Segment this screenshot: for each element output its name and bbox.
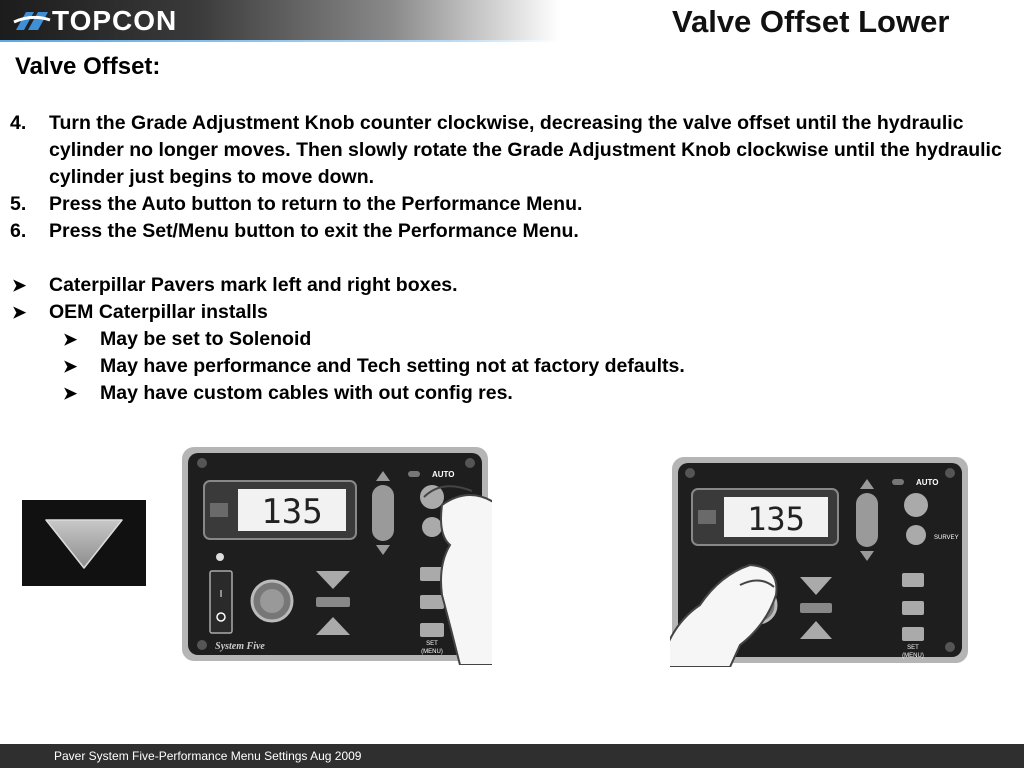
bullet-arrow-icon: ➤ (12, 276, 27, 295)
sub-bullet-text: May have performance and Tech setting not at factory defaults. (100, 355, 685, 377)
svg-text:AUTO: AUTO (916, 478, 939, 487)
display-readout: 135 (261, 492, 323, 532)
control-box-image-right (670, 455, 970, 667)
sub-bullet-item (10, 326, 1015, 353)
bullet-item (10, 299, 1015, 326)
step-item (10, 218, 1015, 245)
topcon-swoosh-icon (12, 8, 52, 34)
topcon-logo (12, 6, 177, 36)
footer-text: Paver System Five-Performance Menu Settings Aug 2009 (54, 749, 362, 763)
logo-text: TOPCON (52, 5, 178, 36)
step-text: Turn the Grade Adjustment Knob counter clockwise, decreasing the valve offset until the hydraulic cylinder no longer moves. Then slowly rotate the Grade Adjustment Knob clockwise until the hydraulic cylinder just begins to move down. (49, 112, 1002, 188)
step-number: 5. (10, 193, 27, 215)
svg-text:I: I (219, 589, 223, 600)
bullet-text: Caterpillar Pavers mark left and right boxes. (49, 274, 458, 296)
sub-bullet-item (10, 353, 1015, 380)
sub-bullet-text: May have custom cables with out config res. (100, 382, 513, 404)
step-text: Press the Set/Menu button to exit the Performance Menu. (49, 220, 579, 242)
slide-footer (0, 744, 1024, 768)
svg-text:SET: SET (907, 645, 919, 651)
svg-text:SURVEY: SURVEY (934, 535, 959, 541)
step-item (10, 110, 1015, 191)
bullet-arrow-icon: ➤ (63, 330, 78, 349)
spacer (10, 245, 1015, 272)
bullet-arrow-icon: ➤ (12, 303, 27, 322)
bullet-item (10, 272, 1015, 299)
svg-text:(MENU): (MENU) (902, 653, 924, 659)
control-box-image-left (180, 445, 492, 665)
display-readout: 135 (747, 500, 805, 538)
bullet-text: OEM Caterpillar installs (49, 301, 268, 323)
step-number: 6. (10, 220, 27, 242)
down-arrow-button-image (22, 500, 146, 586)
svg-text:SET: SET (426, 641, 438, 647)
bullet-arrow-icon: ➤ (63, 384, 78, 403)
slide-title: Valve Offset Lower (672, 4, 950, 39)
slide-content (10, 110, 1015, 407)
sub-bullet-item (10, 380, 1015, 407)
down-triangle-icon (22, 500, 146, 586)
svg-text:AUTO: AUTO (432, 470, 455, 479)
slide-header (0, 0, 1024, 44)
step-number: 4. (10, 112, 27, 134)
bullet-arrow-icon: ➤ (63, 357, 78, 376)
svg-text:System Five: System Five (215, 641, 265, 652)
sub-bullet-text: May be set to Solenoid (100, 328, 312, 350)
section-heading: Valve Offset: (15, 53, 161, 80)
svg-text:(MENU): (MENU) (421, 649, 443, 655)
step-text: Press the Auto button to return to the Performance Menu. (49, 193, 583, 215)
step-item (10, 191, 1015, 218)
